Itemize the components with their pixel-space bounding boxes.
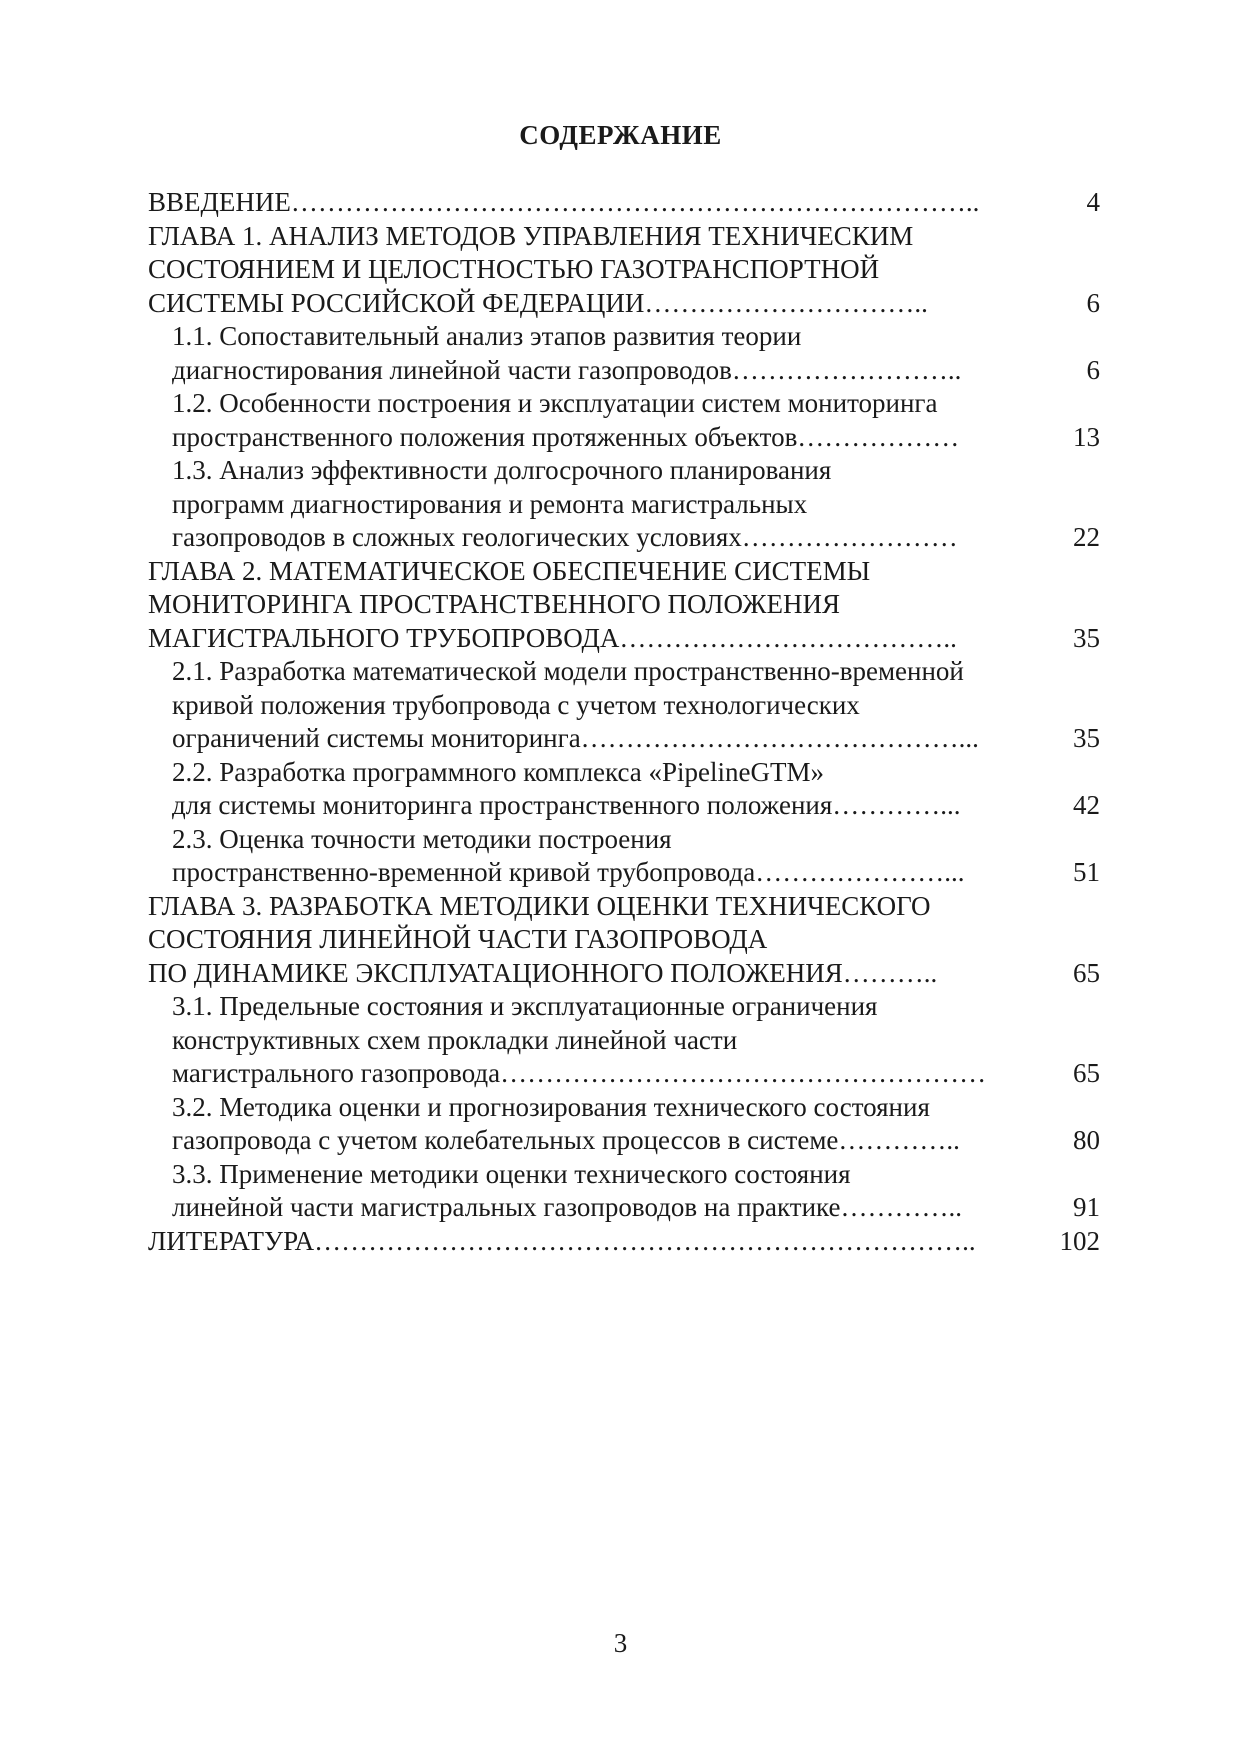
toc-page-number: 35 — [1073, 723, 1100, 753]
toc-section-entry — [148, 320, 1100, 387]
toc-entry-line: 3.2. Методика оценки и прогнозирования технического состояния — [172, 1091, 930, 1122]
toc-entry-line: 2.2. Разработка программного комплекса «PipelineGTM» — [172, 756, 825, 787]
toc-section-entry — [148, 387, 1100, 454]
toc-page-number: 65 — [1073, 957, 1100, 988]
toc-entry-line: 3.3. Применение методики оценки технического состояния — [172, 1158, 851, 1189]
toc-entry-line: 2.1. Разработка математической модели пространственно-временной — [172, 656, 964, 686]
table-of-contents — [148, 186, 1100, 1258]
toc-entry-title — [148, 220, 1040, 321]
toc-entry-line: СИСТЕМЫ РОССИЙСКОЙ ФЕДЕРАЦИИ………………………….. — [148, 287, 928, 318]
toc-chapter-entry — [148, 186, 1100, 220]
toc-page-number: 102 — [1059, 1225, 1100, 1256]
toc-page-number: 51 — [1073, 857, 1100, 887]
toc-section-entry — [148, 990, 1100, 1091]
toc-entry-line: диагностирования линейной части газопроводов…………………….. — [172, 354, 962, 385]
toc-entry-line: газопровода с учетом колебательных процессов в системе………….. — [172, 1125, 960, 1155]
toc-entry-line: МАГИСТРАЛЬНОГО ТРУБОПРОВОДА……………………………….. — [148, 622, 957, 653]
toc-section-entry — [148, 1091, 1100, 1158]
toc-page-number: 91 — [1073, 1192, 1100, 1222]
toc-entry-line: для системы мониторинга пространственного положения…………... — [172, 790, 961, 820]
toc-entry-title — [148, 186, 1040, 220]
toc-entry-line: программ диагностирования и ремонта магистральных — [172, 488, 808, 519]
toc-section-entry — [148, 1158, 1100, 1225]
toc-entry-line: ПО ДИНАМИКЕ ЭКСПЛУАТАЦИОННОГО ПОЛОЖЕНИЯ……….. — [148, 957, 938, 988]
toc-page-number: 42 — [1073, 790, 1100, 820]
toc-entry-title — [148, 890, 1040, 991]
toc-entry-line: газопроводов в сложных геологических условиях…………………… — [172, 522, 958, 552]
toc-chapter-entry — [148, 555, 1100, 656]
toc-page-number: 6 — [1086, 354, 1100, 385]
toc-section-entry — [148, 454, 1100, 555]
page-number: 3 — [613, 1628, 628, 1658]
toc-entry-line: 1.2. Особенности построения и эксплуатации систем мониторинга — [172, 388, 938, 418]
toc-section-entry — [148, 655, 1100, 756]
toc-page-number: 13 — [1073, 421, 1100, 452]
toc-entry-title — [172, 655, 1040, 756]
toc-entry-line: магистрального газопровода……………………………………………… — [172, 1058, 987, 1088]
toc-entry-line: СОСТОЯНИЕМ И ЦЕЛОСТНОСТЬЮ ГАЗОТРАНСПОРТНОЙ — [148, 254, 880, 284]
toc-entry-title — [172, 1091, 1040, 1158]
toc-section-entry — [148, 756, 1100, 823]
toc-page-number: 35 — [1073, 622, 1100, 653]
toc-page-number: 65 — [1073, 1058, 1100, 1088]
toc-entry-line: 1.3. Анализ эффективности долгосрочного планирования — [172, 455, 832, 485]
toc-entry-line: ограничений системы мониторинга……………………………………... — [172, 723, 979, 753]
toc-section-entry — [148, 823, 1100, 890]
toc-entry-title — [172, 990, 1040, 1091]
toc-page-number: 6 — [1086, 287, 1100, 318]
toc-entry-line: конструктивных схем прокладки линейной части — [172, 1024, 738, 1055]
toc-entry-line: 2.3. Оценка точности методики построения — [172, 823, 672, 854]
toc-chapter-entry — [148, 1225, 1100, 1259]
toc-entry-title — [172, 823, 1040, 890]
toc-entry-line: пространственного положения протяженных объектов……………… — [172, 421, 960, 452]
toc-page-number: 22 — [1073, 522, 1100, 552]
toc-entry-line: 3.1. Предельные состояния и эксплуатационные ограничения — [172, 991, 878, 1021]
page-title: СОДЕРЖАНИЕ — [519, 120, 722, 150]
toc-entry-title — [148, 1225, 1040, 1259]
toc-entry-line: кривой положения трубопровода с учетом технологических — [172, 689, 860, 720]
toc-entry-title — [172, 1158, 1040, 1225]
toc-entry-line: ГЛАВА 3. РАЗРАБОТКА МЕТОДИКИ ОЦЕНКИ ТЕХНИЧЕСКОГО — [148, 890, 931, 921]
toc-entry-line: пространственно-временной кривой трубопровода…………………... — [172, 857, 965, 887]
toc-entry-title — [172, 320, 1040, 387]
toc-entry-title — [148, 555, 1040, 656]
toc-entry-line: 1.1. Сопоставительный анализ этапов развития теории — [172, 321, 802, 351]
toc-entry-line: ЛИТЕРАТУРА……………………………………………………………….. — [148, 1225, 976, 1256]
toc-page-number: 80 — [1073, 1125, 1100, 1155]
toc-chapter-entry — [148, 890, 1100, 991]
toc-entry-title — [172, 454, 1040, 555]
toc-entry-title — [172, 756, 1040, 823]
toc-entry-line: СОСТОЯНИЯ ЛИНЕЙНОЙ ЧАСТИ ГАЗОПРОВОДА — [148, 924, 768, 954]
toc-entry-line: ГЛАВА 1. АНАЛИЗ МЕТОДОВ УПРАВЛЕНИЯ ТЕХНИЧЕСКИМ — [148, 220, 914, 251]
toc-entry-title — [172, 387, 1040, 454]
toc-entry-line: линейной части магистральных газопроводов на практике………….. — [172, 1192, 962, 1222]
toc-entry-line: МОНИТОРИНГА ПРОСТРАНСТВЕННОГО ПОЛОЖЕНИЯ — [148, 589, 840, 619]
toc-entry-line: ГЛАВА 2. МАТЕМАТИЧЕСКОЕ ОБЕСПЕЧЕНИЕ СИСТЕМЫ — [148, 555, 871, 586]
toc-chapter-entry — [148, 220, 1100, 321]
toc-entry-line: ВВЕДЕНИЕ………………………………………………………………….. — [148, 187, 980, 217]
toc-page-number: 4 — [1086, 187, 1100, 217]
